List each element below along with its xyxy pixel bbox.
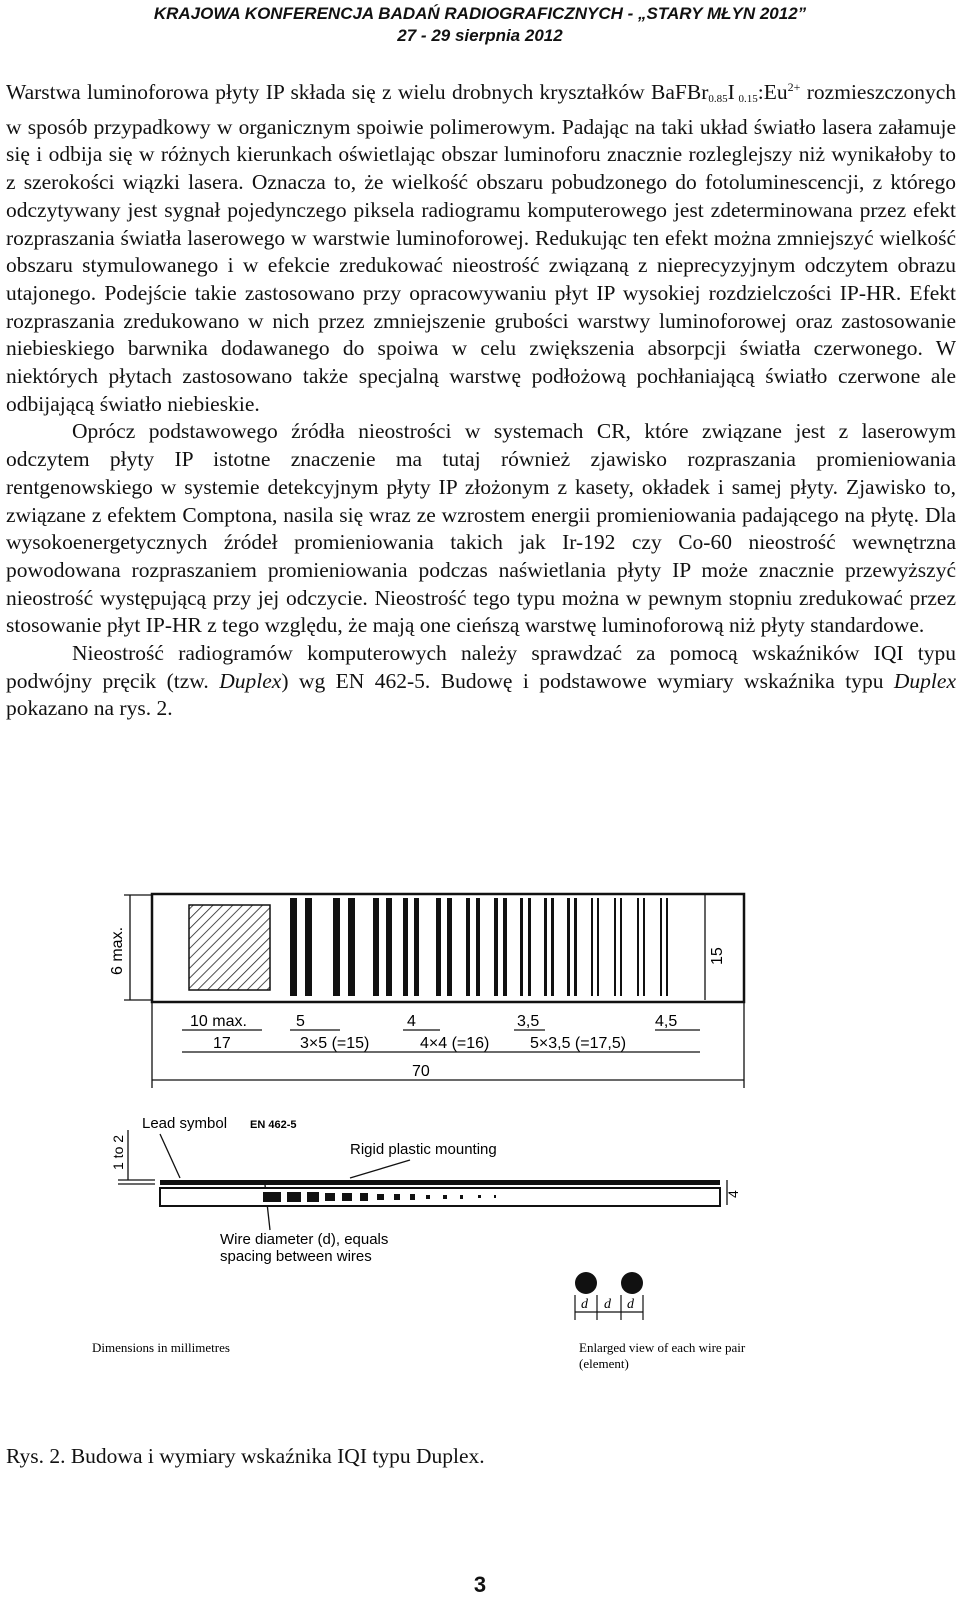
dim-3x5: 3×5 (=15) (300, 1035, 370, 1052)
wire-d-2: d (604, 1297, 611, 1312)
dim-4-vertical: 4 (725, 1190, 741, 1198)
p1-part-b: I (727, 80, 735, 104)
p3-italic-duplex-2: Duplex (893, 668, 956, 693)
duplex-iqi-figure (0, 880, 960, 1390)
dim-1-to-2: 1 to 2 (110, 1134, 126, 1170)
dim-15: 15 (709, 947, 726, 965)
dim-4-5: 4,5 (655, 1013, 678, 1030)
lead-symbol-label: Lead symbol (142, 1115, 228, 1132)
dim-4x4: 4×4 (=16) (420, 1035, 490, 1052)
p3-part-a: Nieostrość radiogramów komputerowych należy sprawdzać za pomocą wskaźników IQI typu podwójny pręcik (tzw. (6, 641, 956, 693)
dim-4: 4 (407, 1013, 416, 1030)
conference-dates: 27 - 29 sierpnia 2012 (397, 26, 563, 45)
en-462-5-label: EN 462-5 (250, 1119, 297, 1131)
body-text (6, 74, 956, 723)
dim-5x3-5: 5×3,5 (=17,5) (530, 1035, 627, 1052)
p1-subscript-2: 0.15 (734, 93, 758, 105)
page-number: 3 (473, 1572, 487, 1597)
dimensions-note: Dimensions in millimetres (92, 1340, 230, 1355)
enlarged-view-label-2: (element) (579, 1356, 629, 1371)
dim-10max: 10 max. (190, 1013, 247, 1030)
paragraph-1 (6, 74, 956, 418)
p1-part-c: :Eu (757, 80, 788, 104)
dim-3-5: 3,5 (517, 1013, 540, 1030)
lead-strip (160, 1180, 720, 1185)
p1-part-a: Warstwa luminoforowa płyty IP składa się z wielu drobnych kryształków BaFBr (6, 80, 709, 104)
conference-header: KRAJOWA KONFERENCJA BADAŃ RADIOGRAFICZNYCH - „STARY MŁYN 2012” (153, 4, 807, 23)
dim-5: 5 (296, 1013, 305, 1030)
dim-70: 70 (412, 1063, 430, 1080)
p1-subscript-1: 0.85 (708, 93, 728, 105)
rigid-plastic-label: Rigid plastic mounting (350, 1141, 497, 1158)
dim-6max: 6 max. (109, 926, 126, 975)
p1-superscript: 2+ (787, 80, 801, 94)
paragraph-2: Oprócz podstawowego źródła nieostrości w systemach CR, które związane jest z laserowym odczytem płyty IP istotne znaczenie ma tutaj również zjawisko rozpraszania promieniowania rentgenowskiego w systemie detekcyjnym płyty IP złożonym z kasety, okładek i samej płyty. Zjawisko to, związane z efektem Comptona, nasila się wraz ze wzrostem energii promieniowania padającego na płytę. Dla wysokoenergetycznych źródeł promieniowania takich jak Ir-192 czy Co-60 nieostrość wewnętrzna powodowana rozpraszaniem promieniowania podczas naświetlania płyty IP może znacznie przewyższyć nieostrość występującą przy jej odczycie. Nieostrość tego typu można w pewnym stopniu zredukować przez stosowanie płyt IP-HR z tego względu, że mają one cieńszą warstwę luminoforową niż płyty standardowe. (6, 419, 956, 638)
paragraph-3 (6, 640, 956, 723)
wire-diameter-label-2: spacing between wires (220, 1248, 372, 1265)
p3-italic-duplex-1: Duplex (219, 668, 282, 693)
enlarged-view-label-1: Enlarged view of each wire pair (579, 1340, 746, 1355)
wire-d-3: d (627, 1297, 634, 1312)
enlarged-wire-pair (575, 1272, 643, 1320)
dim-17: 17 (213, 1035, 231, 1052)
plastic-mounting (160, 1188, 720, 1206)
p3-part-b: ) wg EN 462-5. Budowę i podstawowe wymiary wskaźnika typu (281, 668, 894, 693)
lead-symbol-area (189, 905, 270, 990)
figure-caption: Rys. 2. Budowa i wymiary wskaźnika IQI typu Duplex. (6, 1444, 485, 1468)
p3-part-c: pokazano na rys. 2. (6, 696, 173, 721)
wire-diameter-label-1: Wire diameter (d), equals (220, 1231, 389, 1248)
p1-part-d: rozmieszczonych w sposób przypadkowy w organicznym spoiwie polimerowym. Padając na taki układ światło lasera załamuje się i odbija się w różnych kierunkach oświetlając obszar luminoforu znacznie rozleglejszy niż wynikałoby to z szerokości wiązki lasera. Oznacza to, że wielkość obszaru pobudzonego do fotoluminescencji, z którego odczytywany jest sygnał pojedynczego piksela radiogramu komputerowego jest zdeterminowana przez efekt rozpraszania światła laserowego w warstwie luminoforowej. Redukując ten efekt można zmniejszyć wielkość obszaru stymulowanego i w efekcie zredukować nieostrość związaną z nieprecyzyjnym odczytem obrazu utajonego. Podejście takie zastosowano przy opracowywaniu płyt IP wysokiej rozdzielczości IP-HR. Efekt rozpraszania zredukowano w nich przez zmniejszenie grubości warstwy luminoforowej oraz zastosowanie niebieskiego barwnika dodawanego do spoiwa w celu zwiększenia absorpcji światła czerwonego. W niektórych płytach zastosowano także specjalną warstwę podłożową pochłaniającą światło czerwone ale odbijającą światło niebieskie. (6, 80, 956, 416)
wire-d-1: d (581, 1297, 588, 1312)
